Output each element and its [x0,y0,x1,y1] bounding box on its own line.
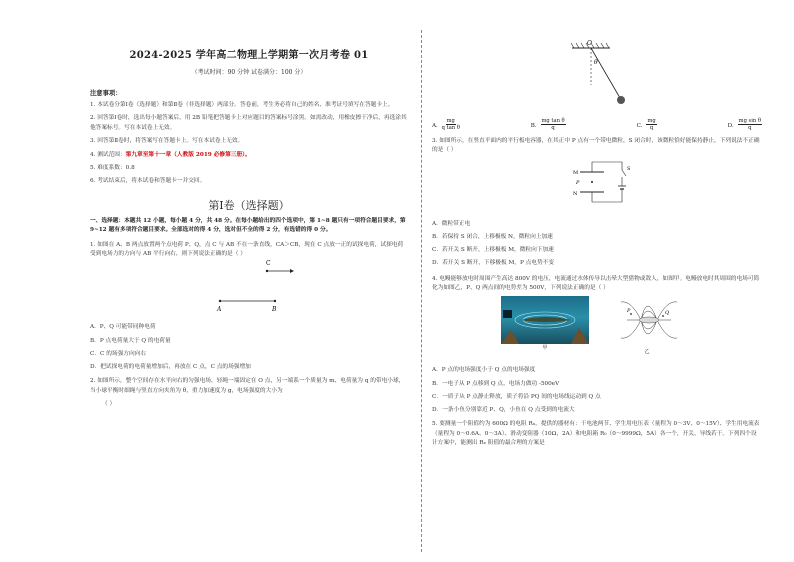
q3-label-s: S [627,165,631,172]
q2-option-a [432,118,460,131]
q2-option-d-den: q [748,125,752,131]
q4-figure [432,296,762,362]
eel-field-diagram [601,296,693,344]
q1-point-b [274,300,276,302]
eel-illustration [501,296,589,344]
q2-option-c [637,118,657,131]
q2-stem: 2. 如图所示，整个空间存在水平向右的匀强电场，轻绳一端固定在 O 点，另一端系一个质量为 m、电荷量为 q 的带电小球，当小球平衡时细绳与竖直方向夹角为 θ，重力加速度为 g，电场强度的大小为 [90,378,405,394]
q1-label-c: C [266,260,271,268]
q2-label-o: O [587,40,592,47]
q3-option: A．微粒带正电 [432,220,471,227]
note-item: 1. 本试卷分第Ⅰ卷（选择题）和第Ⅱ卷（非选择题）两部分。答卷前，考生务必将自己的姓名、准考证号填写在答题卡上。 [90,102,394,108]
section-instructions: 一、选择题：本题共 12 小题，每小题 4 分，共 48 分。在每小题给出的四个选项中，第 1~8 题只有一项符合题目要求，第 9~12 题有多项符合题目要求。全部选对的得 4 分，选对但不全的得 2 分，有选错的得 0 分。 [90,217,406,234]
q1-diagram [90,259,408,319]
q2-blank: （ ） [102,401,116,408]
q2-option-a-fraction [442,118,460,131]
q1-point-a [219,300,221,302]
column-divider [421,30,422,552]
seaweed [501,328,589,344]
caption-jia: 甲 [542,345,548,352]
q2-options [432,118,762,131]
exam-title: 2024-2025 学年高二物理上学期第一次月考卷 01 [129,50,369,61]
q2-ball [617,96,625,104]
q2-option-d-fraction [738,118,762,131]
q2-option-a-num: mg [446,118,455,124]
eel-body [521,317,571,322]
q1-figure [90,259,408,319]
q4-figure-jia [501,296,589,362]
q3-switch-s [622,170,626,176]
q4-option: A．P 点的电场强度小于 Q 点的电场强度 [432,367,536,374]
label-q: Q [665,310,670,317]
q3-label-p: P [576,179,580,186]
note-item-scope [90,151,408,160]
caption-yi: 乙 [644,349,650,356]
q2-option-c-label: C． [636,122,647,129]
q4-stem: 4. 电鳗能够放电时周围产生高达 800V 的电压，电流通过水体传导以击晕大型猎物或敌人，如图甲。电鳗放电时其周围的电场可简化为如图乙，P、Q 两点间的电势差为 500V，下列说法正确的是（ ） [432,275,760,292]
q2-option-d-label: D． [727,122,738,129]
q3-label-n: N [573,190,578,197]
q1-point-c [266,270,268,272]
section-title: 第Ⅰ卷（选择题） [208,198,290,212]
scope-range: 第九章至第十一章（人教版 2019 必修第三册）。 [125,151,251,158]
q2-label-theta: θ [594,59,598,66]
q2-option-a-label: A． [432,122,442,129]
note-item: 2. 回答第Ⅰ卷时，选出每小题答案后，用 2B 铅笔把答题卡上对应题目的答案标号涂黑。如需改动，用橡皮擦干净后，再选涂其他答案标号。写在本试卷上无效。 [90,115,407,131]
note-item: 5. 难度系数：0.8 [90,165,135,172]
exam-subtitle: （考试时间：90 分钟 试卷满分：100 分） [191,69,307,76]
q2-string [591,48,620,98]
q3-label-m: M [573,169,579,176]
q1-option: D．把试探电荷的电荷量增加后，再放在 C 点，C 点的场强增加 [90,364,251,371]
eel-shape [639,317,659,323]
q3-point-p [591,181,593,183]
label-p: P [627,308,631,315]
note-item: 6. 考试结束后，将本试卷和答题卡一并交回。 [90,178,206,185]
q1-option: A．P、Q 可能带同种电荷 [90,324,156,331]
q5-stem: 5. 要测量一个阻值约为 600Ω 的电阻 Rₓ，提供的器材有：干电池两节、学生用电压表（量程为 0～3V、0～15V）、学生用电流表（量程为 0～0.6A、0～3A）、滑动变阻器（10Ω，2A）和电阻箱 R₀（0～9999Ω，5A）各一个，开关、导线若干。下列四个设计方案中，能测出 Rₓ 阻值的最合理的方案是 [432,421,760,447]
q1-arrowhead [290,269,294,273]
q3-figure [432,156,762,216]
notes-heading: 注意事项： [90,90,122,97]
q3-wire-top [592,162,622,172]
q2-option-b-label: B． [530,122,541,129]
q2-option-c-den: q [649,125,654,131]
fish-thumbnail [503,310,512,318]
q3-wire-bottom [592,189,622,202]
note-item: 3. 回答第Ⅱ卷时，将答案写在答题卡上。写在本试卷上无效。 [90,138,244,145]
q4-figure-yi [601,296,693,362]
q4-option: B．一电子从 P 点移到 Q 点，电场力做功 -500eV [432,380,560,387]
q2-option-d [728,118,762,131]
q2-option-b-num: mg tan θ [541,118,565,124]
q1-option: B．P 点电荷量大于 Q 的电荷量 [90,337,171,344]
right-column [432,40,762,448]
q2-option-d-num: mg sin θ [738,118,761,124]
q1-label-a: A [217,306,222,314]
q3-circuit [432,156,762,216]
q2-option-b-fraction [541,118,566,131]
eel-photo [501,296,589,344]
q2-option-b [531,118,566,131]
q2-option-a-den: q tan θ [441,125,460,131]
left-column [90,40,408,410]
scope-label: 4. 测试范围： [90,151,126,158]
q3-stem: 3. 如图所示，在竖直平面内的平行板电容器，在其正中 P 点有一个带电微粒，S 闭合时，该微粒恰好能保持静止，下列说法不正确的是（ ） [432,138,760,154]
point-q [662,316,664,318]
q4-option: D．一条小鱼分别靠近 P、Q，小鱼在 Q 点受到的电流大 [432,407,575,414]
q2-option-c-num: mg [647,118,656,124]
q4-option: C．一质子从 P 点静止释放，质子将沿 PQ 间的电场线运动到 Q 点 [432,393,601,400]
q3-option: D．若开关 S 断开，下移极板 M，P 点电势不变 [432,260,555,267]
q2-diagram [432,40,762,112]
q3-option: B．若保持 S 闭合，上移极板 N，微粒向上加速 [432,234,553,241]
q1-label-b: B [272,306,277,314]
q2-option-b-den: q [551,125,555,131]
q1-stem: 1. 如图在 A、B 两点放置两个点电荷 P、Q，点 C 与 AB 不在一条直线，CA＞CB，现在 C 点放一正的试探电荷，试探电荷受到电场力的方向与 AB 平行向右，则下列说法正确的是（ ） [90,241,404,258]
q3-option: C．若开关 S 断开，上移极板 M，微粒向下加速 [432,247,554,254]
q1-option: C．C 的场强方向向右 [90,350,147,357]
q2-figure [432,40,762,112]
q2-option-c-fraction [646,118,656,131]
